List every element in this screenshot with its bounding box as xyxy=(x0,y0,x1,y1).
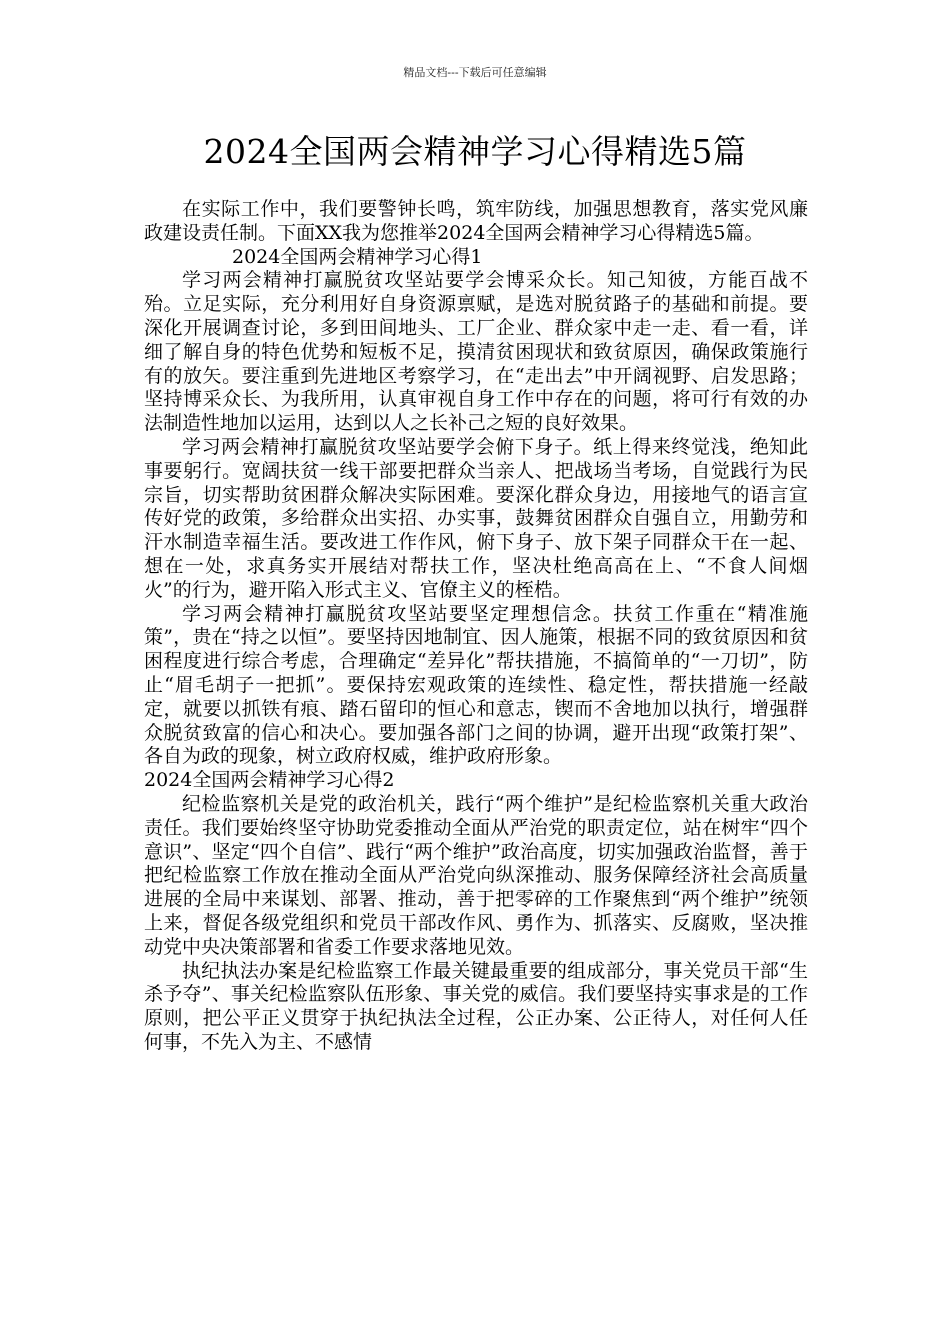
header-note: 精品文档---下载后可任意编辑 xyxy=(403,66,547,79)
body-paragraph: 学习两会精神打赢脱贫攻坚站要坚定理想信念。扶贫工作重在“精准施策”，贵在“持之以恒”。要坚持因地制宜、因人施策，根据不同的致贫原因和贫困程度进行综合考虑，合理确定“差异化”帮扶措施，不搞简单的“一刀切”，防止“眉毛胡子一把抓”。要保持宏观政策的连续性、稳定性，帮扶措施一经敲定，就要以抓铁有痕、踏石留印的恒心和意志，锲而不舍地加以执行，增强群众脱贫致富的信心和决心。要加强各部门之间的协调，避开出现“政策打架”、各自为政的现象，树立政府权威，维护政府形象。 xyxy=(144,602,808,768)
document-body xyxy=(144,198,808,1055)
intro-paragraph: 在实际工作中，我们要警钟长鸣，筑牢防线，加强思想教育，落实党风廉政建设责任制。下面XX我为您推举2024全国两会精神学习心得精选5篇。 xyxy=(144,198,808,244)
section-heading-2: 2024全国两会精神学习心得2 xyxy=(144,769,395,792)
document-title: 2024全国两会精神学习心得精选5篇 xyxy=(203,132,747,171)
body-paragraph: 执纪执法办案是纪检监察工作最关键最重要的组成部分，事关党员干部“生杀予夺”、事关纪检监察队伍形象、事关党的威信。我们要坚持实事求是的工作原则，把公平正义贯穿于执纪执法全过程，公正办案、公正待人，对任何人任何事，不先入为主、不感情 xyxy=(144,959,808,1053)
body-paragraph: 学习两会精神打赢脱贫攻坚站要学会俯下身子。纸上得来终觉浅，绝知此事要躬行。宽阔扶贫一线干部要把群众当亲人、把战场当考场，自觉践行为民宗旨，切实帮助贫困群众解决实际困难。要深化群众身边，用接地气的语言宣传好党的政策，多给群众出实招、办实事，鼓舞贫困群众自强自立，用勤劳和汗水制造幸福生活。要改进工作作风，俯下身子、放下架子同群众干在一起、想在一处，求真务实开展结对帮扶工作，坚决杜绝高高在上、“不食人间烟火”的行为，避开陷入形式主义、官僚主义的桎梏。 xyxy=(144,435,808,601)
body-paragraph: 学习两会精神打赢脱贫攻坚站要学会博采众长。知己知彼，方能百战不殆。立足实际，充分利用好自身资源禀赋，是选对脱贫路子的基础和前提。要深化开展调查讨论，多到田间地头、工厂企业、群众家中走一走、看一看，详细了解自身的特色优势和短板不足，摸清贫困现状和致贫原因，确保政策施行有的放矢。要注重到先进地区考察学习，在“走出去”中开阔视野、启发思路；坚持博采众长、为我所用，认真审视自身工作中存在的问题，将可行有效的办法制造性地加以运用，达到以人之长补己之短的良好效果。 xyxy=(144,269,808,435)
body-paragraph: 纪检监察机关是党的政治机关，践行“两个维护”是纪检监察机关重大政治责任。我们要始终坚守协助党委推动全面从严治党的职责定位，站在树牢“四个意识”、坚定“四个自信”、践行“两个维护”政治高度，切实加强政治监督，善于把纪检监察工作放在推动全面从严治党向纵深推动、服务保障经济社会高质量进展的全局中来谋划、部署、推动，善于把零碎的工作聚焦到“两个维护”统领上来，督促各级党组织和党员干部改作风、勇作为、抓落实、反腐败，坚决推动党中央决策部署和省委工作要求落地见效。 xyxy=(144,792,808,958)
section-heading-1: 2024全国两会精神学习心得1 xyxy=(232,245,483,268)
